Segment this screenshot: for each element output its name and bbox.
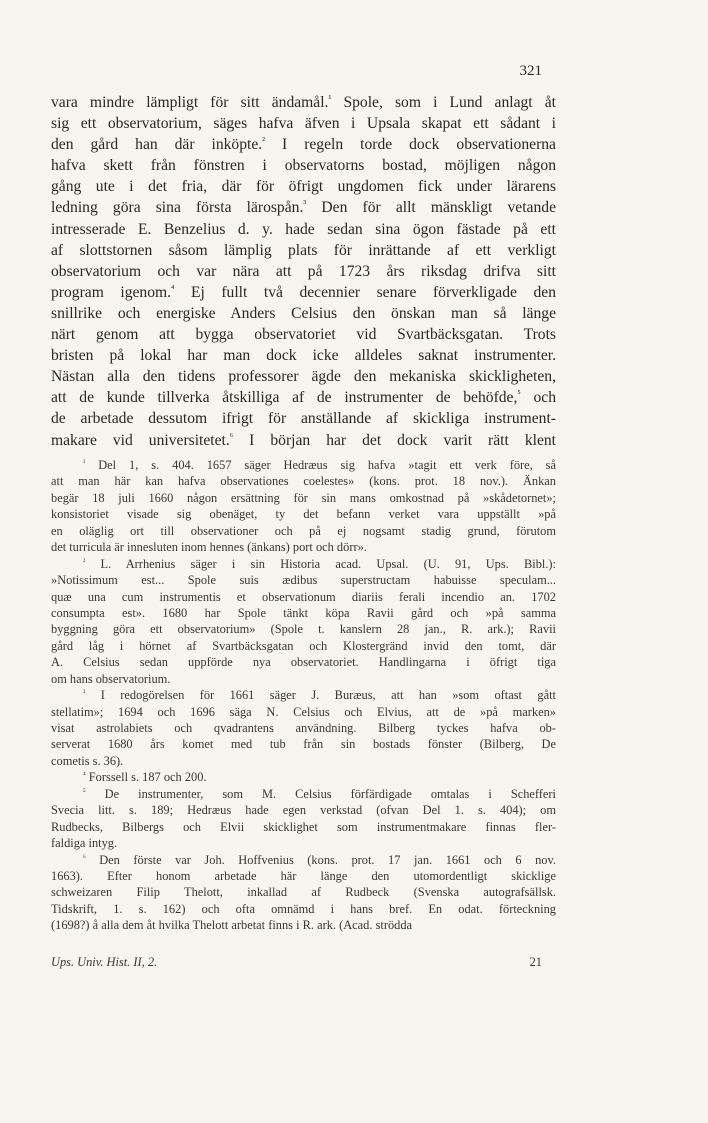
text-line: Nästan alla den tidens professorer ägde den mekaniska skickligheten,: [51, 368, 556, 386]
footnotes: [51, 457, 556, 934]
footnote-line: stellatim»; 1694 och 1696 säga N. Celsius och Elvius, att de »på marken»: [51, 704, 556, 719]
footnote-line: att man här kan hafva observationes coelestes» (kons. prot. 18 nov.). Änkan: [51, 474, 556, 489]
text-line: närt genom att bygga observatoriet vid Svartbäcksgatan. Trots: [51, 326, 556, 344]
sheet-number: 21: [529, 955, 542, 969]
footnote-line: Tidskrift, 1. s. 162) och ofta omnämd i hans bref. En odat. förteckning: [51, 901, 556, 916]
text-line: sig ett observatorium, säges hafva äfven i Upsala skapat ett sådant i: [51, 115, 556, 133]
text-line: af slottstornen såsom lämplig plats för inrättande af ett verkligt: [51, 241, 556, 259]
footnote-line: om hans observatorium.: [51, 671, 171, 686]
footnote-line: visat astrolabiets och qvadrantens användning. Bilberg tyckes hafva ob-: [51, 721, 556, 735]
footnote-line: Svecia litt. s. 189; Hedræus hade egen verkstad (ofvan Del 1. s. 404); om: [51, 803, 556, 818]
footnote-line: Rudbecks, Bilbergs och Elvii skicklighet som instrumentmakare finnas fler-: [51, 819, 556, 834]
footnote-line: begär 18 juli 1660 någon ersättning för sin mans omkostnad på »skådetornet»;: [51, 490, 556, 505]
footnote-line: en oläglig ort till observationer och på ej nogsamt stadig grund, förutom: [51, 523, 556, 538]
footnote-line: 1663). Efter honom arbetade här länge den utomordentligt skicklige: [51, 868, 556, 883]
text-line: snillrike och energiske Anders Celsius den önskan man så länge: [51, 304, 556, 322]
footnote-line: $^{^1}$ Del 1, s. 404. 1657 säger Hedræus sig hafva »tagit ett verk före, så: [83, 457, 556, 472]
footnote-line: $^{^6}$ Den förste var Joh. Hoffvenius (kons. prot. 17 jan. 1661 och 6 nov.: [83, 852, 556, 867]
footnote-line: »Notissimum est... Spole suis ædibus superstructam habuisse speculam...: [51, 573, 556, 588]
footnote-line: serverat 1680 års komet med tub från sin bostads fönster (Bilberg, De: [51, 737, 556, 752]
text-line: bristen på lokal har man dock icke alldeles saknat instrumenter.: [51, 347, 556, 365]
text-line: program igenom.$^{^4}$ Ej fullt två decennier senare förverkligade den: [51, 283, 556, 301]
footnote-line: consumpta est». 1680 har Spole tänkt köpa Ravii gård och »på samma: [51, 605, 556, 620]
footnote-line: (1698?) å alla dem åt hvilka Thelott arbetat finns i R. ark. (Acad. strödda: [51, 918, 413, 933]
main-text: [51, 92, 556, 451]
footnote-line: konsistoriet visade sig obenäget, ty det befann verket vara uppställt »på: [51, 507, 556, 522]
footnote-line: det turricula är innesluten inom hennes (änkans) port och dörr».: [51, 540, 367, 555]
text-line: makare vid universitetet.$^{^6}$ I början har det dock varit rätt klent: [51, 431, 556, 449]
footnote-line: $^{^5}$ De instrumenter, som M. Celsius förfärdigade omtalas i Schefferi: [83, 786, 556, 801]
text-line: vara mindre lämpligt för sitt ändamål.$^{^1}$ Spole, som i Lund anlagt åt: [51, 93, 556, 111]
footnote-line: cometis s. 36).: [51, 753, 124, 768]
footnote-line: A. Celsius sedan uppförde nya observatoriet. Handlingarna i öfrigt tiga: [51, 655, 556, 670]
page-number: 321: [519, 63, 542, 79]
footnote-line: byggning göra ett observatorium» (Spole t. kanslern 28 jan., R. ark.); Ravii: [51, 622, 556, 637]
page-footer: [51, 954, 556, 970]
footnote-line: schweizaren Filip Thelott, inkallad af Rudbeck (Svenska autografsällsk.: [51, 885, 556, 900]
footnote-line: $^{^4}$ Forssell s. 187 och 200.: [83, 770, 207, 785]
text-line: observatorium och var nära att på 1723 års riksdag drifva sitt: [51, 262, 556, 280]
text-line: de arbetade dessutom ifrigt för anställande af skickliga instrument-: [51, 410, 556, 428]
text-line: gång ute i det fria, där för öfrigt ungdomen fick under lärarens: [51, 178, 556, 196]
text-line: den gård han där inköpte.$^{^2}$ I regeln torde dock observationerna: [51, 135, 556, 154]
footnote-line: faldiga intyg.: [51, 836, 118, 851]
text-line: ledning göra sina första lärospån.$^{^3}$ Den för allt mänskligt vetande: [51, 199, 556, 217]
text-line: att de kunde tillverka åtskilliga af de instrumenter de behöfde,$^{^5}$ och: [51, 389, 556, 407]
footnote-line: quæ una cum instrumentis et observationum diariis ferali incendio an. 1702: [51, 589, 556, 604]
text-line: hafva skett från fönstren i observatorns bostad, möjligen någon: [51, 157, 556, 175]
printer-signature: Ups. Univ. Hist. II, 2.: [51, 955, 158, 969]
text-line: intresserade E. Benzelius d. y. hade sedan sina ögon fästade på ett: [51, 220, 556, 238]
footnote-line: $^{^3}$ I redogörelsen för 1661 säger J. Buræus, att han »som oftast gått: [83, 687, 556, 703]
footnote-line: $^{^2}$ L. Arrhenius säger i sin Historia acad. Upsal. (U. 91, Ups. Bibl.):: [83, 556, 556, 571]
footnote-line: gård låg i hörnet af Svartbäcksgatan och Klostergränd invid den tomt, där: [51, 638, 556, 653]
